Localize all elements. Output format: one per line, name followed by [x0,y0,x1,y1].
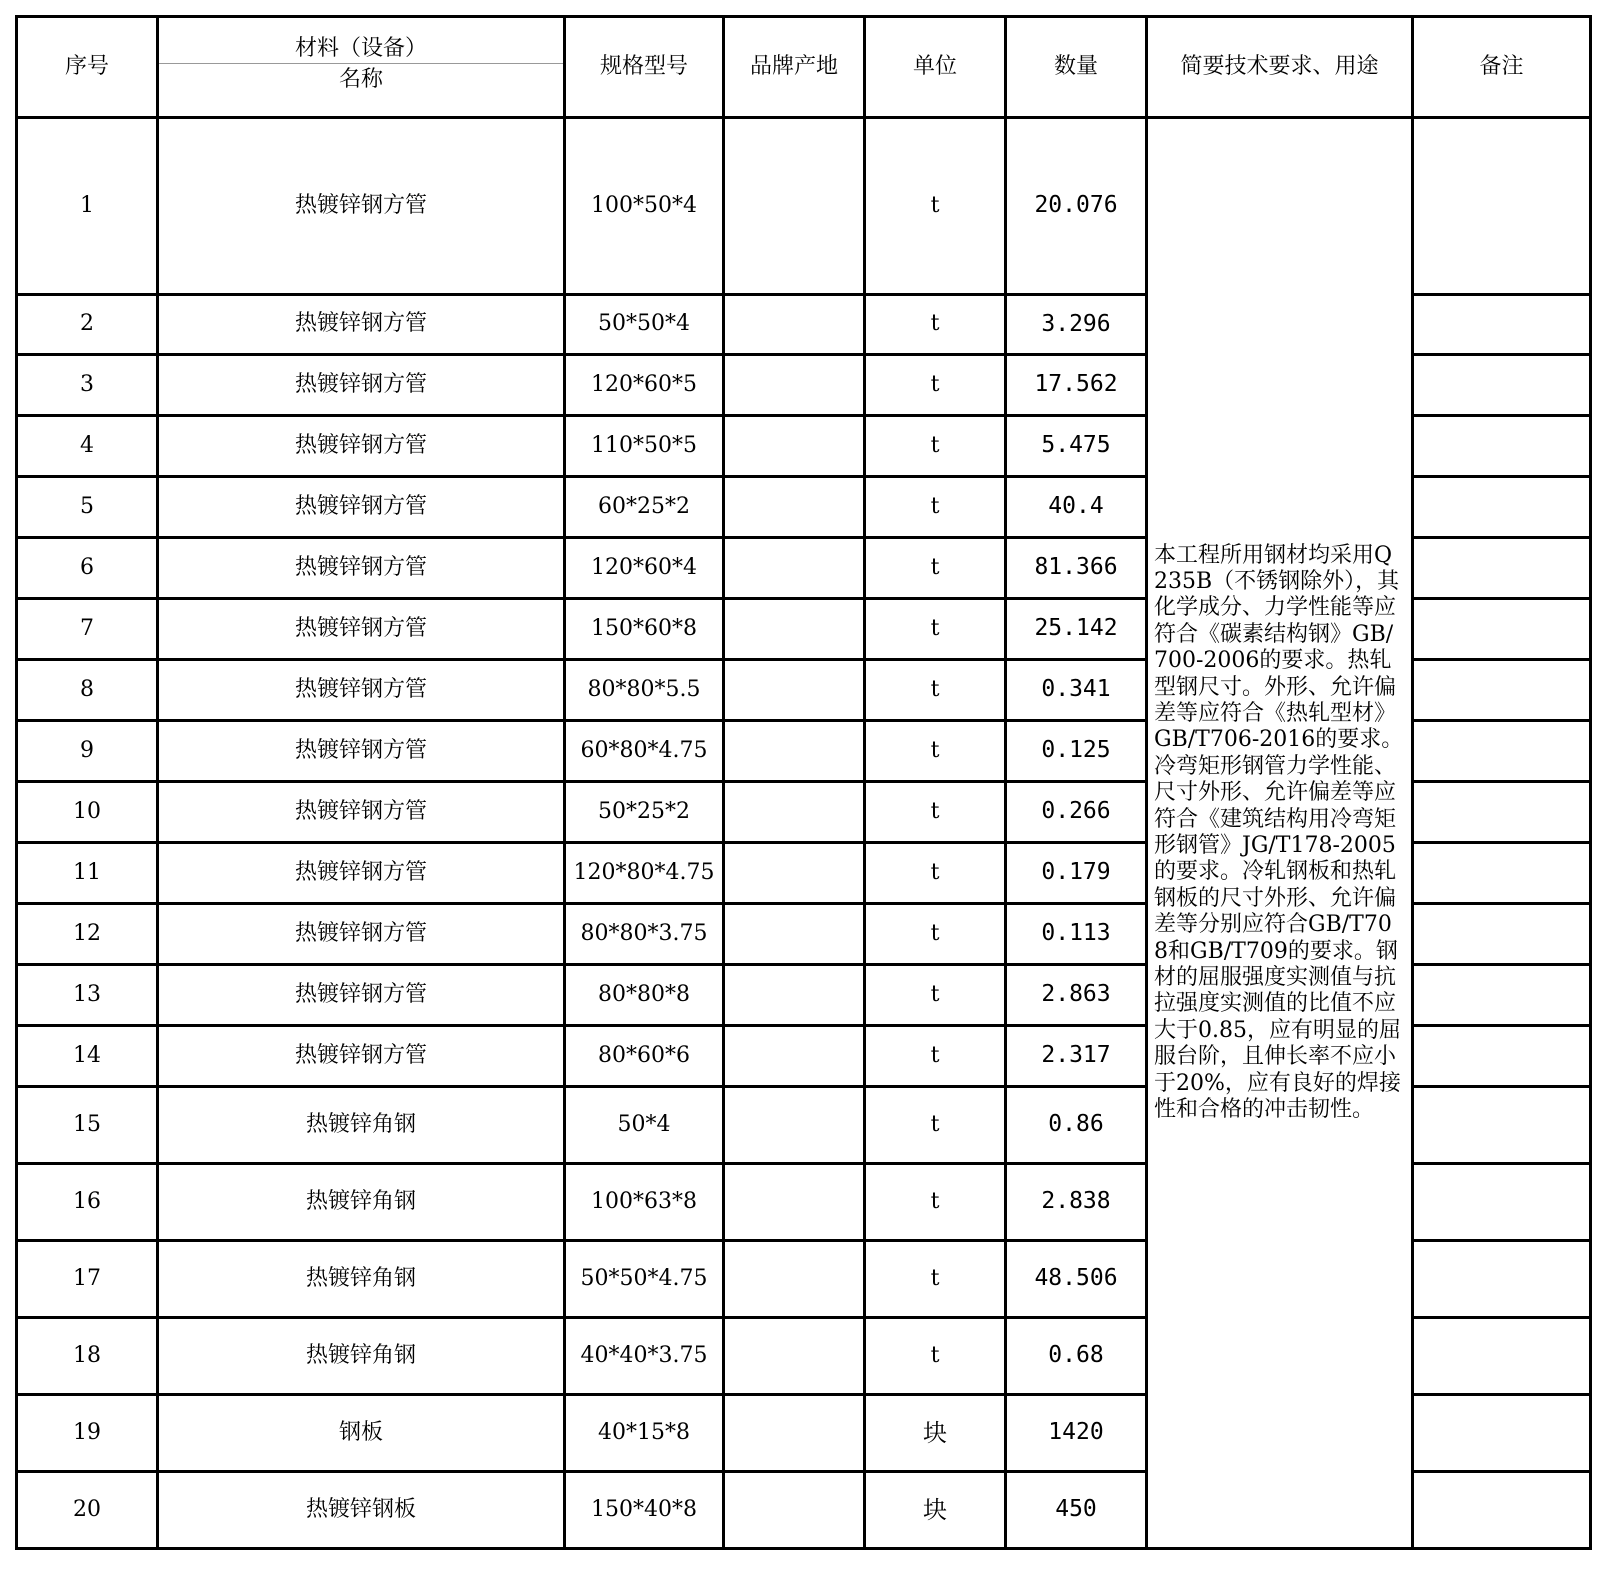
spec-model: 50*50*4 [565,295,724,355]
spec-model: 80*60*6 [565,1026,724,1087]
material-name: 热镀锌钢方管 [158,538,565,599]
material-name: 热镀锌钢方管 [158,1026,565,1087]
quantity: 48.506 [1006,1241,1147,1318]
quantity: 2.838 [1006,1164,1147,1241]
remark [1413,904,1591,965]
spec-model: 120*60*5 [565,355,724,416]
unit: t [865,416,1006,477]
tech-requirements-text: 本工程所用钢材均采用Q235B（不锈钢除外），其化学成分、力学性能等应符合《碳素结构钢》GB/700-2006的要求。热轧型钢尺寸。外形、允许偏差等应符合《热轧型材》GB/T706-2016的要求。冷弯矩形钢管力学性能、尺寸外形、允许偏差等应符合《建筑结构用冷弯矩形钢管》JG/T178-2005的要求。冷轧钢板和热轧钢板的尺寸外形、允许偏差等分别应符合GB/T708和GB/T709的要求。钢材的屈服强度实测值与抗拉强度实测值的比值不应大于0.85，应有明显的屈服台阶，且伸长率不应小于20%，应有良好的焊接性和合格的冲击韧性。 [1147,118,1413,1549]
material-name: 热镀锌角钢 [158,1241,565,1318]
row-index: 13 [17,965,158,1026]
row-index: 15 [17,1087,158,1164]
material-name: 热镀锌角钢 [158,1318,565,1395]
quantity: 17.562 [1006,355,1147,416]
spec-model: 120*60*4 [565,538,724,599]
row-index: 17 [17,1241,158,1318]
brand-origin [724,416,865,477]
spec-model: 50*50*4.75 [565,1241,724,1318]
quantity: 2.863 [1006,965,1147,1026]
remark [1413,599,1591,660]
quantity: 1420 [1006,1395,1147,1472]
row-index: 3 [17,355,158,416]
header-material-name: 名称 [338,67,383,93]
materials-table [15,15,1592,1550]
spec-model: 150*60*8 [565,599,724,660]
unit: t [865,355,1006,416]
brand-origin [724,599,865,660]
brand-origin [724,295,865,355]
unit: 块 [865,1395,1006,1472]
remark [1413,416,1591,477]
row-index: 4 [17,416,158,477]
spec-model: 110*50*5 [565,416,724,477]
material-name: 热镀锌钢方管 [158,355,565,416]
remark [1413,355,1591,416]
row-index: 1 [17,118,158,295]
row-index: 6 [17,538,158,599]
remark [1413,118,1591,295]
row-index: 10 [17,782,158,843]
spec-model: 80*80*8 [565,965,724,1026]
material-name: 热镀锌钢方管 [158,904,565,965]
brand-origin [724,904,865,965]
material-name: 热镀锌角钢 [158,1164,565,1241]
quantity: 2.317 [1006,1026,1147,1087]
material-name: 热镀锌钢方管 [158,477,565,538]
brand-origin [724,965,865,1026]
unit: t [865,118,1006,295]
spec-model: 80*80*5.5 [565,660,724,721]
unit: t [865,660,1006,721]
quantity: 450 [1006,1472,1147,1549]
remark [1413,1318,1591,1395]
material-name: 热镀锌钢方管 [158,118,565,295]
brand-origin [724,355,865,416]
row-index: 8 [17,660,158,721]
unit: t [865,843,1006,904]
quantity: 0.125 [1006,721,1147,782]
row-index: 18 [17,1318,158,1395]
unit: t [865,965,1006,1026]
quantity: 0.113 [1006,904,1147,965]
quantity: 0.341 [1006,660,1147,721]
remark [1413,1026,1591,1087]
brand-origin [724,721,865,782]
quantity: 40.4 [1006,477,1147,538]
spec-model: 40*40*3.75 [565,1318,724,1395]
material-name: 热镀锌钢方管 [158,295,565,355]
material-name: 热镀锌钢方管 [158,721,565,782]
brand-origin [724,118,865,295]
quantity: 0.68 [1006,1318,1147,1395]
quantity: 0.266 [1006,782,1147,843]
material-name: 热镀锌钢板 [158,1472,565,1549]
row-index: 14 [17,1026,158,1087]
unit: t [865,295,1006,355]
quantity: 0.179 [1006,843,1147,904]
row-index: 9 [17,721,158,782]
material-name: 热镀锌钢方管 [158,843,565,904]
brand-origin [724,1395,865,1472]
unit: t [865,1318,1006,1395]
brand-origin [724,1087,865,1164]
header-remark: 备注 [1413,17,1591,118]
header-index: 序号 [17,17,158,118]
spec-model: 100*50*4 [565,118,724,295]
header-quantity: 数量 [1006,17,1147,118]
brand-origin [724,1164,865,1241]
quantity: 81.366 [1006,538,1147,599]
remark [1413,1395,1591,1472]
material-name: 钢板 [158,1395,565,1472]
row-index: 20 [17,1472,158,1549]
brand-origin [724,660,865,721]
material-name: 热镀锌钢方管 [158,416,565,477]
brand-origin [724,538,865,599]
row-index: 12 [17,904,158,965]
unit: t [865,538,1006,599]
remark [1413,1241,1591,1318]
header-brand: 品牌产地 [724,17,865,118]
remark [1413,660,1591,721]
spec-model: 80*80*3.75 [565,904,724,965]
material-name: 热镀锌钢方管 [158,965,565,1026]
unit: t [865,1164,1006,1241]
unit: t [865,1087,1006,1164]
remark [1413,965,1591,1026]
brand-origin [724,1472,865,1549]
unit: t [865,1026,1006,1087]
brand-origin [724,477,865,538]
spec-model: 50*25*2 [565,782,724,843]
unit: t [865,1241,1006,1318]
unit: t [865,721,1006,782]
unit: t [865,477,1006,538]
material-name: 热镀锌钢方管 [158,599,565,660]
spec-model: 150*40*8 [565,1472,724,1549]
remark [1413,782,1591,843]
remark [1413,721,1591,782]
remark [1413,538,1591,599]
spec-model: 60*25*2 [565,477,724,538]
remark [1413,477,1591,538]
row-index: 19 [17,1395,158,1472]
spec-model: 100*63*8 [565,1164,724,1241]
brand-origin [724,1241,865,1318]
spec-model: 50*4 [565,1087,724,1164]
spec-model: 120*80*4.75 [565,843,724,904]
quantity: 20.076 [1006,118,1147,295]
header-tech-requirements: 简要技术要求、用途 [1147,17,1413,118]
material-name: 热镀锌角钢 [158,1087,565,1164]
brand-origin [724,1318,865,1395]
spec-model: 60*80*4.75 [565,721,724,782]
header-material-top: 材料（设备） [159,36,563,63]
unit: t [865,599,1006,660]
row-index: 2 [17,295,158,355]
quantity: 3.296 [1006,295,1147,355]
row-index: 5 [17,477,158,538]
remark [1413,1087,1591,1164]
brand-origin [724,1026,865,1087]
row-index: 11 [17,843,158,904]
remark [1413,1472,1591,1549]
quantity: 5.475 [1006,416,1147,477]
header-row [17,17,1591,118]
remark [1413,295,1591,355]
header-spec: 规格型号 [565,17,724,118]
row-index: 16 [17,1164,158,1241]
header-unit: 单位 [865,17,1006,118]
remark [1413,1164,1591,1241]
table-row [17,118,1591,295]
material-name: 热镀锌钢方管 [158,782,565,843]
unit: 块 [865,1472,1006,1549]
spec-model: 40*15*8 [565,1395,724,1472]
unit: t [865,782,1006,843]
quantity: 0.86 [1006,1087,1147,1164]
remark [1413,843,1591,904]
quantity: 25.142 [1006,599,1147,660]
unit: t [865,904,1006,965]
brand-origin [724,782,865,843]
row-index: 7 [17,599,158,660]
header-material [158,17,565,118]
brand-origin [724,843,865,904]
material-name: 热镀锌钢方管 [158,660,565,721]
